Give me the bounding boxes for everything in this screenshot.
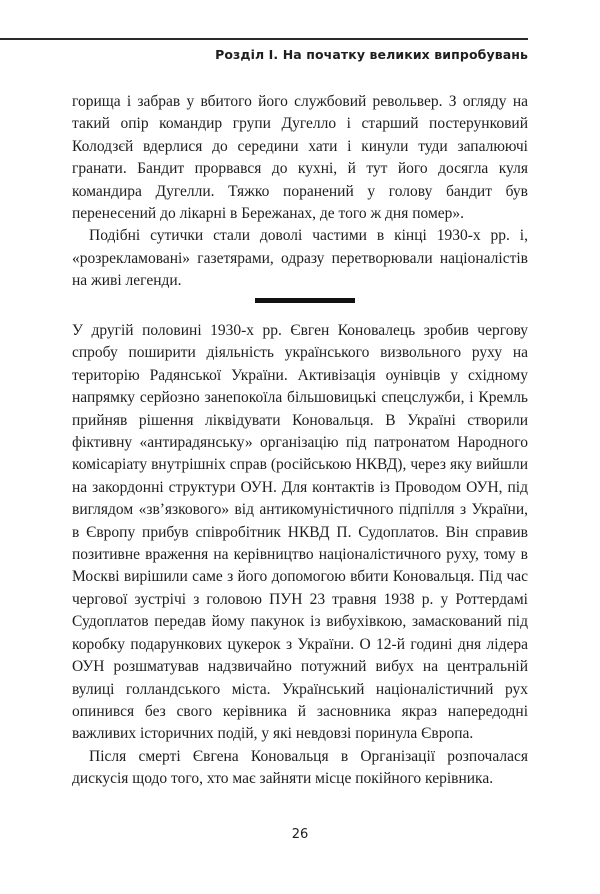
- section-divider: [255, 298, 355, 303]
- header-rule: [0, 38, 528, 40]
- running-title: Розділ I. На початку великих випробувань: [215, 47, 528, 62]
- text-block-2: [72, 320, 528, 791]
- paragraph: Після смерті Євгена Коновальця в Організації розпочалася дискусія щодо того, хто має зайняти місце покійного керівника.: [72, 747, 528, 788]
- page-number: 26: [291, 827, 309, 842]
- paragraph: Подібні сутички стали доволі частими в кінці 1930-х рр. і, «розрекламовані» газетярами, одразу перетворювали націоналістів на живі легенди.: [72, 227, 528, 290]
- paragraph: У другій половині 1930-х рр. Євген Коновалець зробив чергову спробу поширити діяльність українського визвольного руху на територію Радянської України. Активізація оунівців у східному напрямку серйозно занепокоїла більшовицькі спецслужби, і Кремль прийняв рішення ліквідувати Коновальця. В Україні створили фіктивну «антирадянську» організацію під патронатом Народного комісаріату внутрішніх справ (російською НКВД), через яку вийшли на закордонні структури ОУН. Для контактів із Проводом ОУН, під виглядом «зв’язкового» від антикомуністичного підпілля з України, в Європу прибув співробітник НКВД П. Судоплатов. Він справив позитивне враження на керівництво націоналістичного руху, тому в Москві вирішили саме з його допомогою вбити Коновальця. Під час чергової зустрічі з головою ПУН 23 травня 1938 р. у Роттердамі Судоплатов передав йому пакунок із вибухівкою, замаскований під коробку подарункових цукерок з України. О 12-й годині дня лідера ОУН розшматував надзвичайно потужний вибух на центральній вулиці голландського міста. Український націоналістичний рух опинився без свого керівника й засновника якраз напередодні важливих історичних подій, у які невдовзі поринула Європа.: [72, 322, 528, 743]
- paragraph: горища і забрав у вбитого його службовий револьвер. З огляду на такий опір командир групи Дугелло і старший постерунковий Колодзєй вдерлися до середини хати і кинули туди запалюючі гранати. Бандит прорвався до кухні, й тут його досягла куля командира Дугелли. Тяжко поранений у голову бандит був перенесений до лікарні в Бережанах, де того ж дня помер».: [72, 93, 528, 223]
- text-block-1: [72, 91, 528, 293]
- running-header: [0, 38, 600, 72]
